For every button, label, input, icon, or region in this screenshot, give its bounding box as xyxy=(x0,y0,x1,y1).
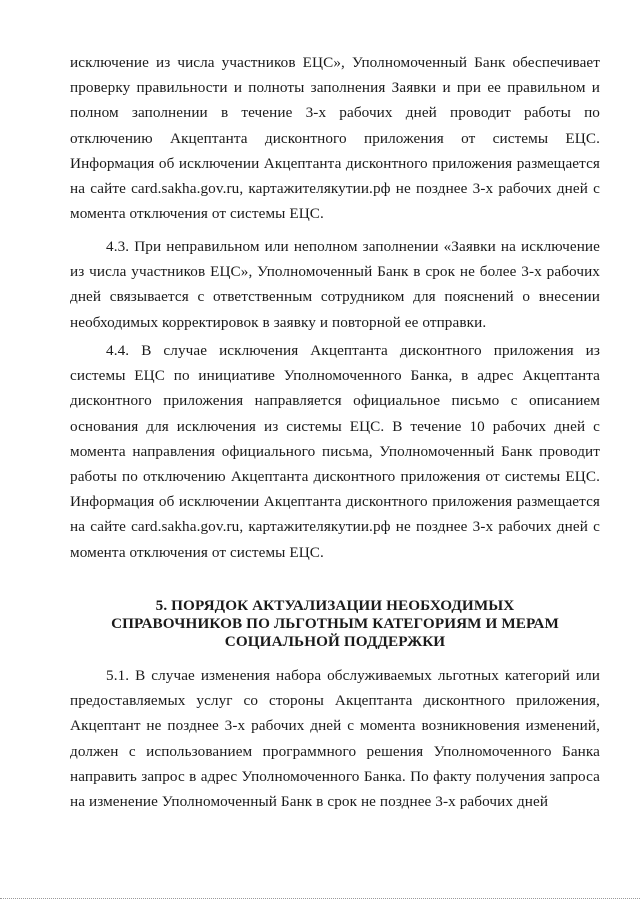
paragraph-5-1: 5.1. В случае изменения набора обслуживаемых льготных категорий или предоставляемых услуг со стороны Акцептанта дисконтного приложения, Акцептант не позднее 3-х рабочих дней с момента возникновения изменений, должен с использованием программного решения Уполномоченного Банка направить запрос в адрес Уполномоченного Банка. По факту получения запроса на изменение Уполномоченный Банк в срок не позднее 3-х рабочих дней xyxy=(70,667,600,811)
paragraph-4-4: 4.4. В случае исключения Акцептанта дисконтного приложения из системы ЕЦС по инициативе Уполномоченного Банка, в адрес Акцептанта дисконтного приложения направляется официальное письмо с описанием основания для исключения из системы ЕЦС. В течение 10 рабочих дней с момента направления официального письма, Уполномоченный Банк проводит работы по отключению Акцептанта дисконтного приложения от системы ЕЦС. Информация об исключении Акцептанта дисконтного приложения размещается на сайте card.sakha.gov.ru, картажителякутии.рф не позднее 3-х рабочих дней с момента отключения от системы ЕЦС. xyxy=(70,342,600,561)
section-5-heading-line-1: 5. ПОРЯДОК АКТУАЛИЗАЦИИ НЕОБХОДИМЫХ xyxy=(155,597,515,614)
section-5-heading-line-3: СОЦИАЛЬНОЙ ПОДДЕРЖКИ xyxy=(224,633,446,650)
page-bottom-edge xyxy=(0,898,640,899)
section-5-heading-line-2: СПРАВОЧНИКОВ ПО ЛЬГОТНЫМ КАТЕГОРИЯМ И МЕРАМ xyxy=(111,615,559,632)
paragraph-4-3: 4.3. При неправильном или неполном заполнении «Заявки на исключение из числа участников ЕЦС», Уполномоченный Банк в срок не более 3-х рабочих дней связывается с ответственным сотрудником для пояснений о внесении необходимых корректировок в заявку и повторной ее отправки. xyxy=(70,238,600,331)
section-5-heading xyxy=(70,597,600,651)
paragraph-4-2-continuation: исключение из числа участников ЕЦС», Уполномоченный Банк обеспечивает проверку правильности и полноты заполнения Заявки и при ее правильном и полном заполнении в течение 3-х рабочих дней проводит работы по отключению Акцептанта дисконтного приложения от системы ЕЦС. Информация об исключении Акцептанта дисконтного приложения размещается на сайте card.sakha.gov.ru, картажителякутии.рф не позднее 3-х рабочих дней с момента отключения от системы ЕЦС. xyxy=(70,54,600,223)
